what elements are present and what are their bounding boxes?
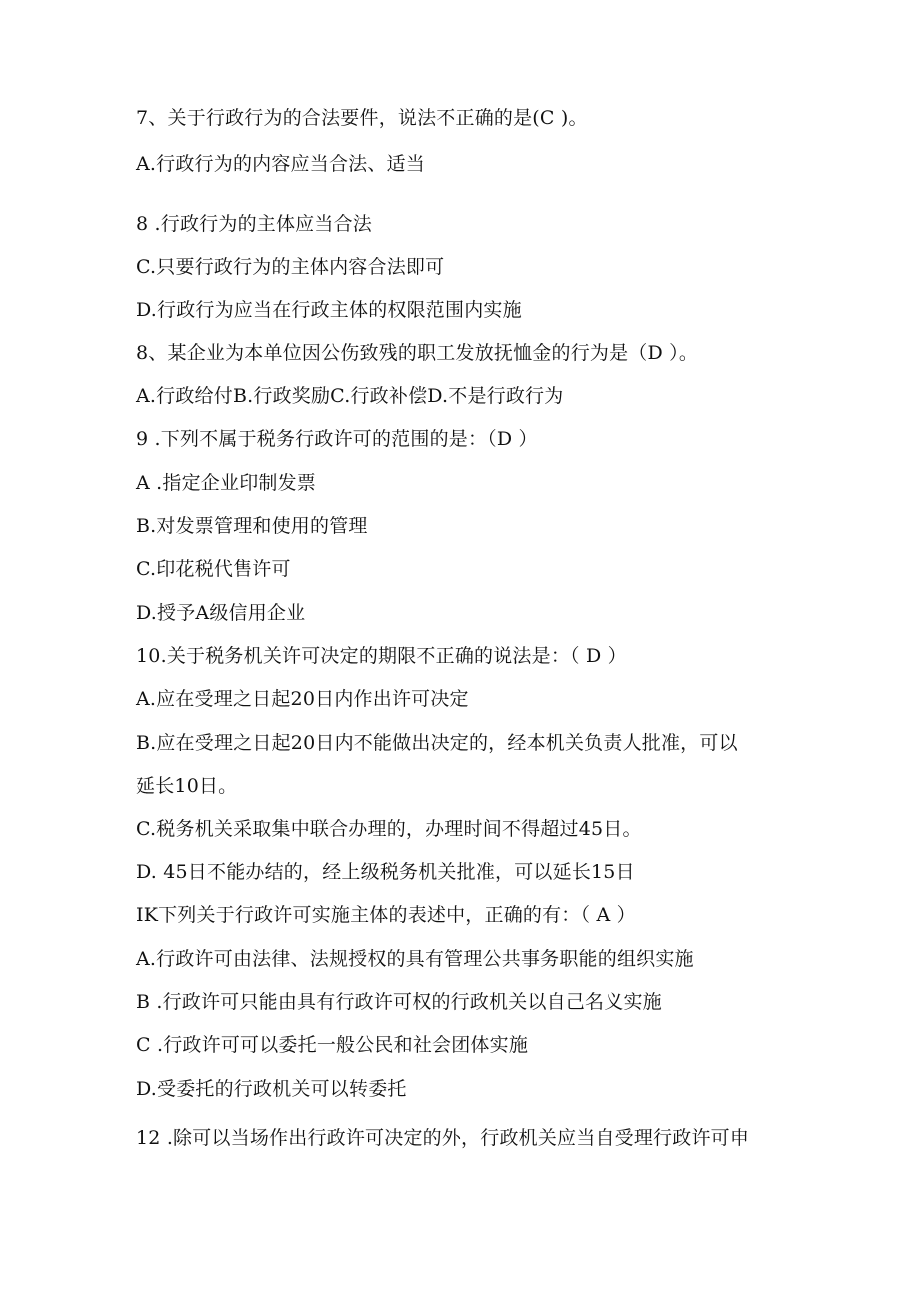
question-7-option-d: D.行政行为应当在行政主体的权限范围内实施 — [136, 299, 522, 321]
question-9-stem: 9 .下列不属于税务行政许可的范围的是：（D ） — [136, 428, 538, 450]
question-7-stem: 7、关于行政行为的合法要件，说法不正确的是(C )。 — [136, 107, 588, 129]
question-10-option-a: A.应在受理之日起20日内作出许可决定 — [136, 688, 469, 710]
question-9-option-a: A .指定企业印制发票 — [136, 472, 317, 494]
question-11-option-a: A.行政许可由法律、法规授权的具有管理公共事务职能的组织实施 — [136, 948, 694, 970]
question-7-option-a: A.行政行为的内容应当合法、适当 — [136, 153, 425, 175]
question-8-stem: 8、某企业为本单位因公伤致残的职工发放抚恤金的行为是（D ）。 — [136, 342, 699, 364]
question-11-option-c: C .行政许可可以委托一般公民和社会团体实施 — [136, 1034, 529, 1056]
question-11-stem: IK下列关于行政许可实施主体的表述中，正确的有：（ A ） — [136, 904, 636, 926]
question-8-options: A.行政给付B.行政奖励C.行政补偿D.不是行政行为 — [136, 385, 564, 407]
question-11-option-b: B .行政许可只能由具有行政许可权的行政机关以自己名义实施 — [136, 991, 662, 1013]
question-10-option-b-cont: 延长10日。 — [136, 775, 238, 797]
question-11-option-d: D.受委托的行政机关可以转委托 — [136, 1078, 407, 1100]
question-12-stem: 12 .除可以当场作出行政许可决定的外，行政机关应当自受理行政许可申 — [136, 1127, 750, 1149]
question-9-option-c: C.印花税代售许可 — [136, 558, 291, 580]
question-7-option-c: C.只要行政行为的主体内容合法即可 — [136, 256, 445, 278]
question-9-option-b: B.对发票管理和使用的管理 — [136, 515, 368, 537]
question-9-option-d: D.授予A级信用企业 — [136, 602, 306, 624]
question-10-option-d: D. 45日不能办结的，经上级税务机关批准，可以延长15日 — [136, 861, 635, 883]
question-10-option-b: B.应在受理之日起20日内不能做出决定的，经本机关负责人批准，可以 — [136, 732, 738, 754]
question-7-option-b: 8 .行政行为的主体应当合法 — [136, 213, 372, 235]
question-10-stem: 10.关于税务机关许可决定的期限不正确的说法是：（ D ） — [136, 645, 627, 667]
question-10-option-c: C.税务机关采取集中联合办理的，办理时间不得超过45日。 — [136, 818, 642, 840]
